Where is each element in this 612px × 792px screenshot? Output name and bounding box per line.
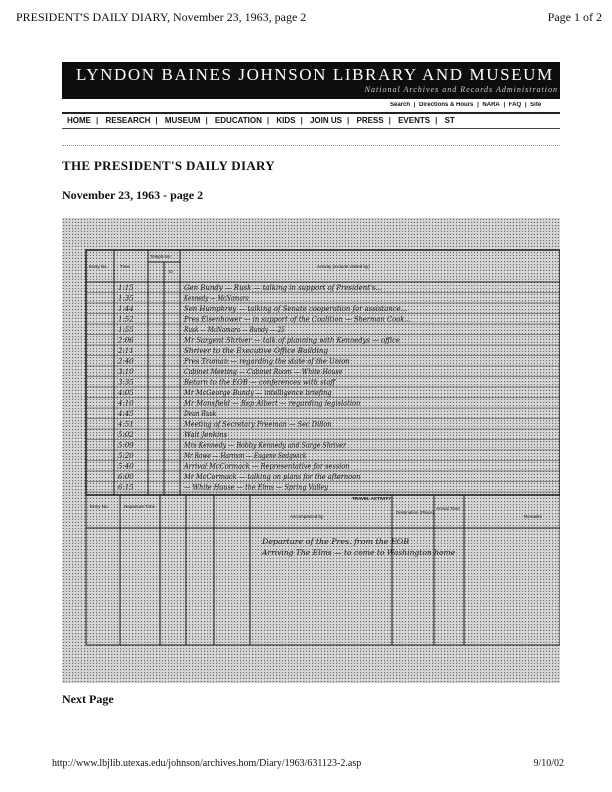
activity-entry: Sen Humphrey — talking of Senate cooperation for assistance... <box>184 305 408 313</box>
nara-link[interactable]: NARA <box>482 102 500 108</box>
travel-destination-header: Destination (Place) <box>396 510 435 515</box>
travel-departure-header: Departure Time <box>124 504 156 509</box>
travel-activity-header: TRAVEL ACTIVITY <box>352 496 392 501</box>
activity-entry: Pres Eisenhower — in support of the Coalition — Sherman Cook... <box>183 315 411 324</box>
nav-truncated[interactable]: ST <box>444 116 455 125</box>
activity-entry: Mr Sargent Shriver — talk of planning with Kennedys — office <box>183 336 400 345</box>
nav-press[interactable]: PRESS <box>356 116 384 125</box>
entry-time: 1:55 <box>118 326 134 334</box>
library-banner[interactable] <box>62 62 560 99</box>
faq-link[interactable]: FAQ <box>508 102 522 108</box>
banner-subtitle: National Archives and Records Administration <box>364 85 558 94</box>
entry-time: 1:52 <box>118 315 134 324</box>
nav-museum[interactable]: MUSEUM <box>164 116 201 125</box>
entry-time: 4:51 <box>118 420 134 429</box>
nav-education[interactable]: EDUCATION <box>214 116 262 125</box>
nav-join-us[interactable]: JOIN US <box>309 116 342 125</box>
utility-links: Search | Directions & Hours | NARA | FAQ | Site <box>390 102 542 108</box>
activity-entry: Arrival McCormack — Representative for session <box>183 462 351 471</box>
print-header <box>16 10 602 26</box>
entry-time: 6:00 <box>118 473 134 481</box>
nav-events[interactable]: EVENTS <box>398 116 431 125</box>
entry-time: 6:15 <box>118 483 134 492</box>
activity-entry: Mr Rowe — Harmon — Eugene Sedgwick <box>183 452 307 460</box>
activity-entry: Rusk — McNamara — Bundy — 25 <box>183 326 286 334</box>
diary-scan-image <box>62 218 560 683</box>
travel-entry-header: Entry No. <box>90 504 109 509</box>
entry-time: 3:10 <box>118 368 134 376</box>
nav-research[interactable]: RESEARCH <box>105 116 151 125</box>
activity-entry: Mr Mansfield — Rep Albert — regarding legislation <box>183 399 361 408</box>
activity-entry: Walt Jenkins <box>184 431 228 439</box>
activity-entry: Mrs Kennedy — Bobby Kennedy and Sarge Shriver <box>183 441 347 450</box>
divider <box>62 145 560 146</box>
site-link[interactable]: Site <box>530 102 542 108</box>
activity-entry: Pres Truman — regarding the state of the Union <box>183 357 351 366</box>
print-title: PRESIDENT'S DAILY DIARY, November 23, 1963, page 2 <box>16 10 307 24</box>
travel-remarks-header: Remarks <box>524 514 543 519</box>
print-page-number: Page 1 of 2 <box>547 10 602 24</box>
travel-entry: Arriving The Elms — to come to Washington home <box>260 549 456 557</box>
activity-entry: Dean Rusk <box>183 410 217 418</box>
entry-time: 1:35 <box>118 294 134 303</box>
print-date: 9/10/02 <box>533 758 564 769</box>
entry-time: 5:09 <box>118 441 134 450</box>
activity-entry: Cabinet Meeting — Cabinet Room — White House <box>184 368 343 376</box>
activity-entry: Mr McCormack — talking on plans for the afternoon <box>183 473 361 481</box>
travel-arrival-header: Arrival Time <box>436 506 460 511</box>
print-footer <box>52 758 564 772</box>
entry-time: 5:20 <box>118 452 134 460</box>
col-entry-header: Entry No. <box>89 264 108 269</box>
nav-kids[interactable]: KIDS <box>276 116 296 125</box>
directions-link[interactable]: Directions & Hours <box>419 102 474 108</box>
col-activity-header: Activity (include visited by) <box>317 264 370 269</box>
nav-home[interactable]: HOME <box>67 116 91 125</box>
activity-entry: Gen Bundy — Rusk — talking in support of President's... <box>184 284 382 292</box>
activity-entry: Shriver to the Executive Office Building <box>184 347 329 355</box>
col-telephone-header: Telephone <box>150 254 171 259</box>
main-nav: HOME | RESEARCH | MUSEUM | EDUCATION | KIDS | JOIN US | PRESS | EVENTS | ST <box>62 112 560 129</box>
entry-time: 1:44 <box>118 305 134 313</box>
activity-entry: Return to the EOB — conferences with staff <box>183 378 337 387</box>
travel-accompanied-header: Accompanied by <box>290 514 324 519</box>
entry-time: 2:40 <box>118 357 134 366</box>
entry-time: 5:02 <box>118 431 134 439</box>
next-page-link[interactable]: Next Page <box>62 692 114 706</box>
col-to-header: to <box>169 269 173 274</box>
entry-time: 4:45 <box>118 410 134 418</box>
entry-time: 4:05 <box>118 389 134 397</box>
entry-time: 2:11 <box>118 347 134 355</box>
page-subtitle: November 23, 1963 - page 2 <box>62 188 204 202</box>
travel-entry: Departure of the Pres. from the EOB <box>260 538 409 546</box>
diary-form <box>62 218 560 683</box>
entry-time: 2:06 <box>118 336 134 345</box>
entry-time: 4:10 <box>118 399 134 408</box>
entry-time: 1:15 <box>118 284 134 292</box>
activity-entry: Mr McGeorge Bundy — intelligence briefing <box>183 389 333 397</box>
entry-time: 3:35 <box>118 378 134 387</box>
activity-entry: Kennedy — McNamara <box>183 294 249 303</box>
entry-time: 5:40 <box>118 462 134 471</box>
banner-title: LYNDON BAINES JOHNSON LIBRARY AND MUSEUM <box>76 65 554 84</box>
search-link[interactable]: Search <box>390 102 411 108</box>
activity-entry: Meeting of Secretary Freeman — Sec Dillon <box>183 420 333 429</box>
col-time-header: Time <box>120 264 130 269</box>
page-url: http://www.lbjlib.utexas.edu/johnson/archives.hom/Diary/1963/631123-2.asp <box>52 758 362 769</box>
page-title: THE PRESIDENT'S DAILY DIARY <box>62 158 275 173</box>
activity-entry: — White House — the Elms — Spring Valley <box>184 483 329 492</box>
